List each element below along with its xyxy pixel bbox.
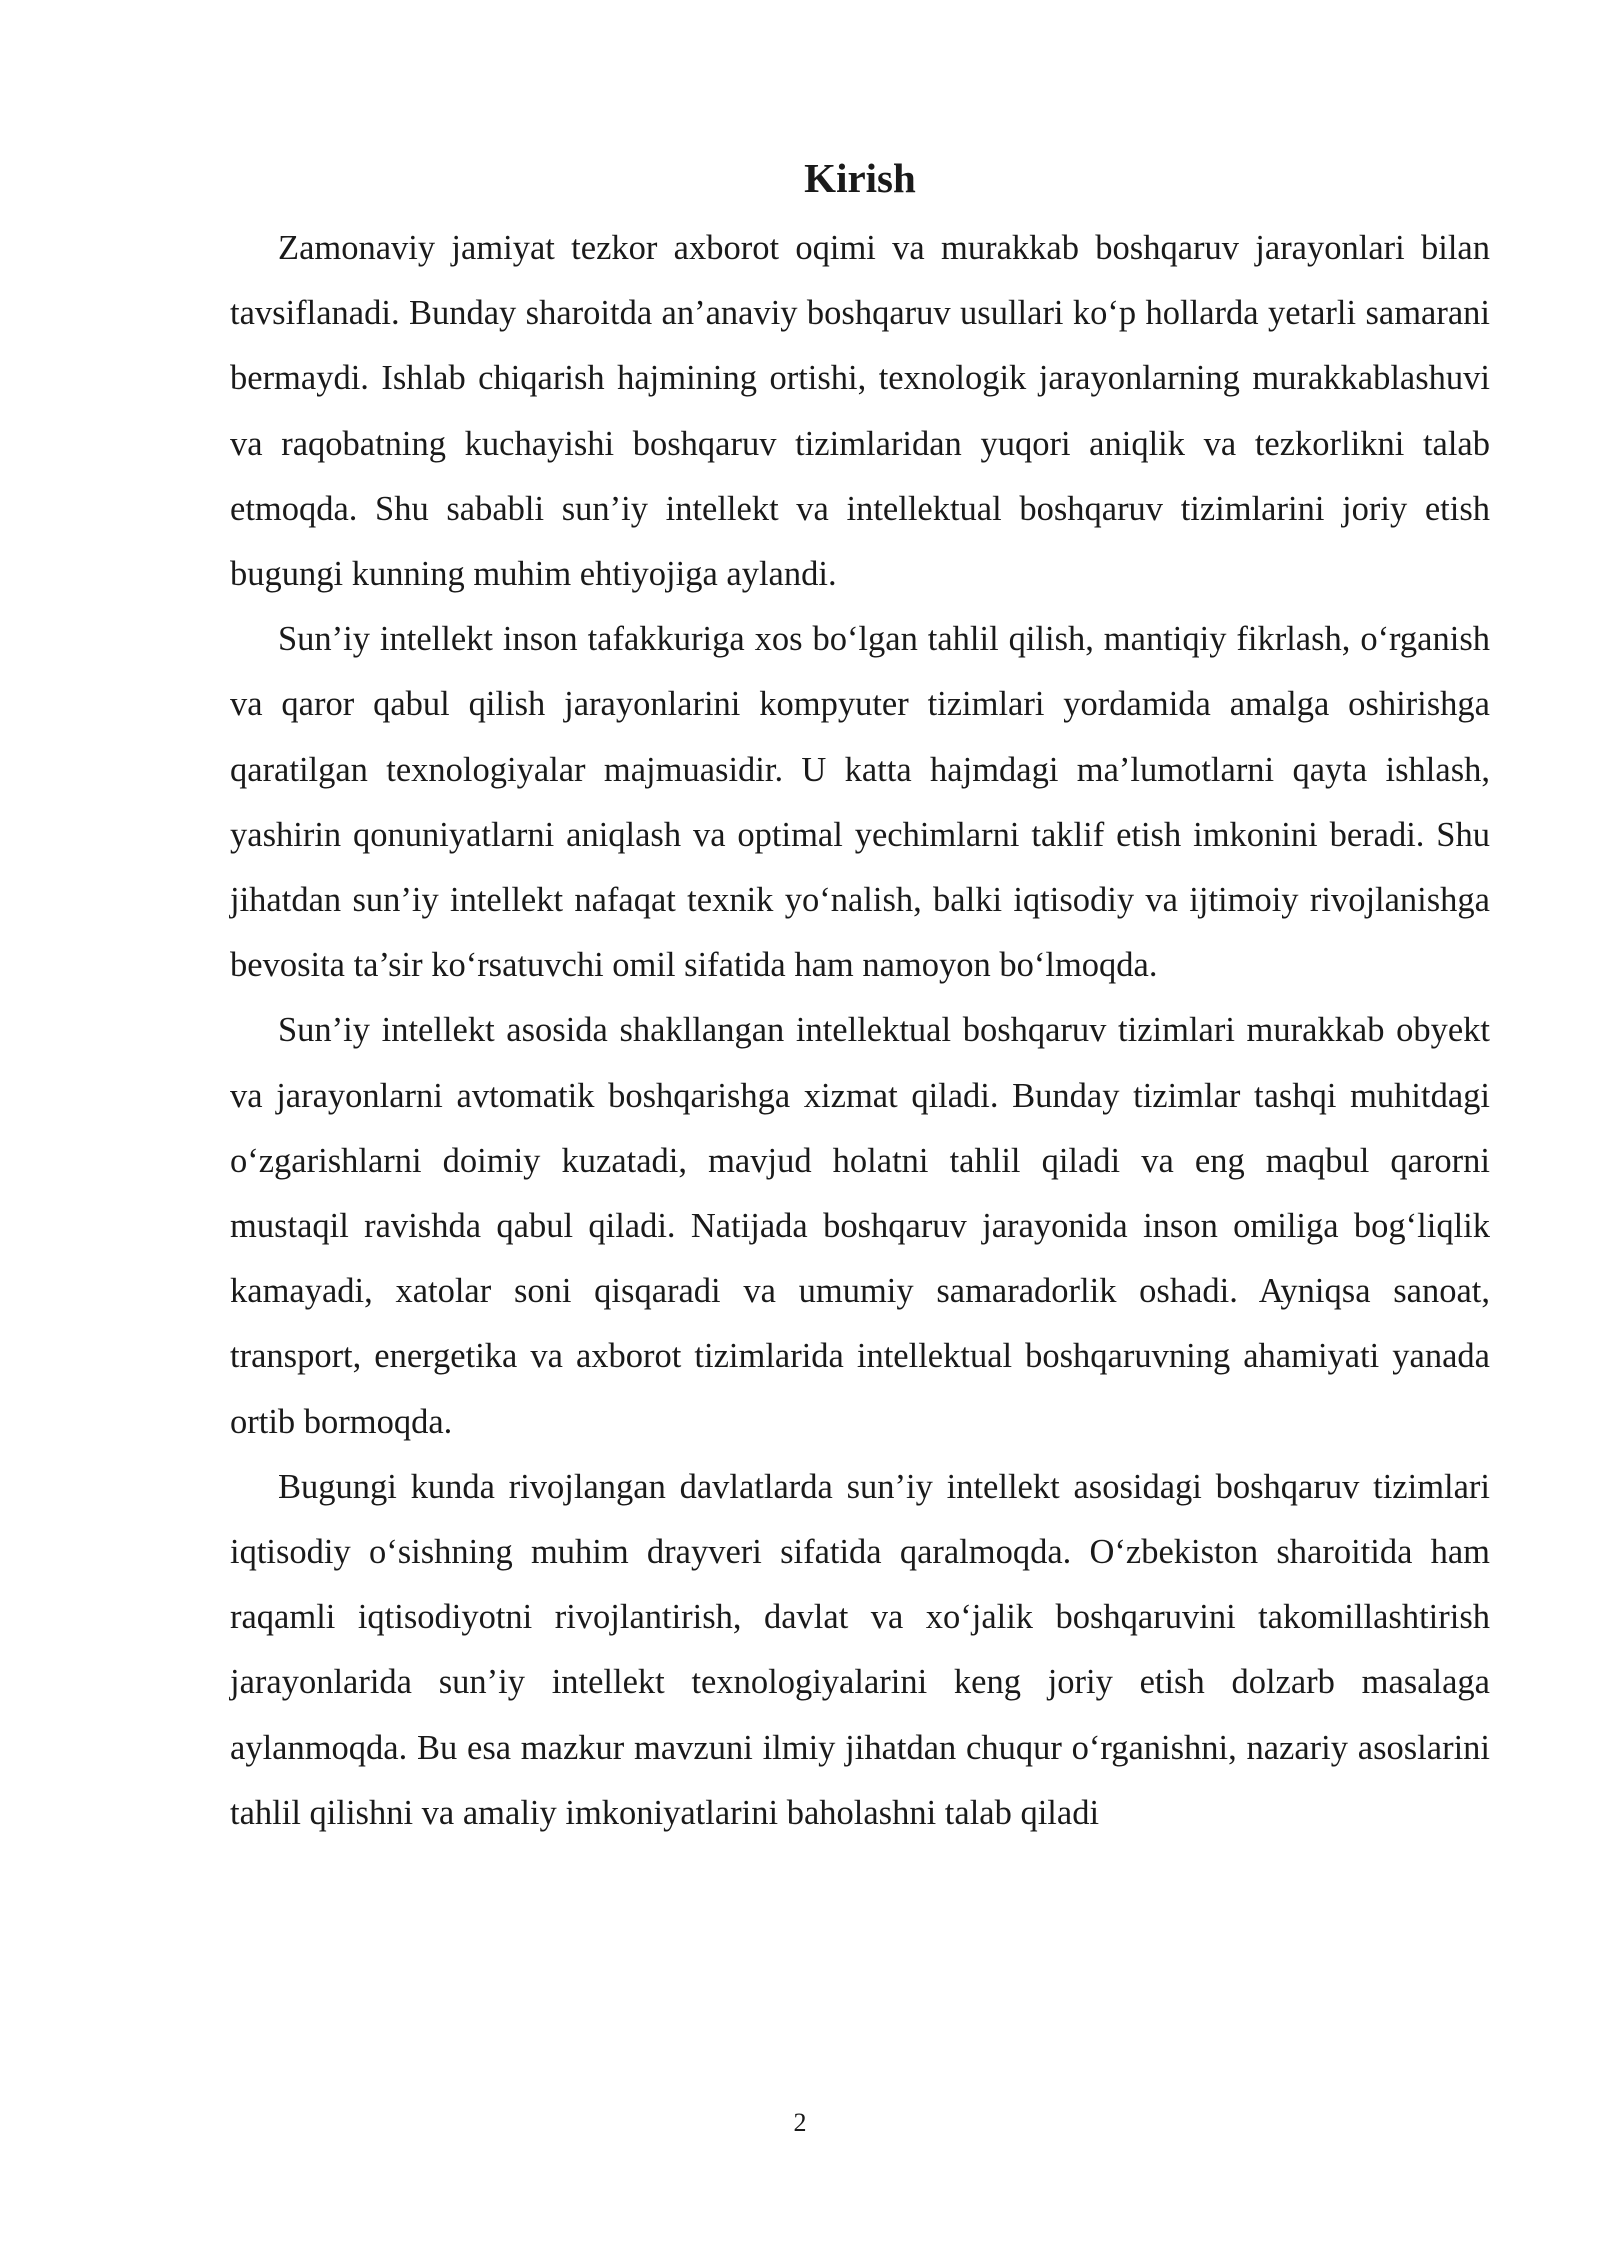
page-title: Kirish [804, 155, 916, 201]
page-number: 2 [793, 2108, 807, 2137]
paragraph-4: Bugungi kunda rivojlangan davlatlarda sun’iy intellekt asosidagi boshqaruv tizimlari iqtisodiy o‘sishning muhim drayveri sifatida qaralmoqda. O‘zbekiston sharoitida ham raqamli iqtisodiyotni rivojlantirish, davlat va xo‘jalik boshqaruvini takomillashtirish jarayonlarida sun’iy intellekt texnologiyalarini keng joriy etish dolzarb masalaga aylanmoqda. Bu esa mazkur mavzuni ilmiy jihatdan chuqur o‘rganishni, nazariy asoslarini tahlil qilishni va amaliy imkoniyatlarini baholashni talab qiladi [230, 1467, 1490, 1832]
page-content [230, 140, 1490, 1846]
paragraph-3: Sun’iy intellekt asosida shakllangan intellektual boshqaruv tizimlari murakkab obyekt va jarayonlarni avtomatik boshqarishga xizmat qiladi. Bunday tizimlar tashqi muhitdagi o‘zgarishlarni doimiy kuzatadi, mavjud holatni tahlil qiladi va eng maqbul qarorni mustaqil ravishda qabul qiladi. Natijada boshqaruv jarayonida inson omiliga bog‘liqlik kamayadi, xatolar soni qisqaradi va umumiy samaradorlik oshadi. Ayniqsa sanoat, transport, energetika va axborot tizimlarida intellektual boshqaruvning ahamiyati yanada ortib bormoqda. [230, 1011, 1490, 1441]
paragraph-1: Zamonaviy jamiyat tezkor axborot oqimi va murakkab boshqaruv jarayonlari bilan tavsiflanadi. Bunday sharoitda an’anaviy boshqaruv usullari ko‘p hollarda yetarli samarani bermaydi. Ishlab chiqarish hajmining ortishi, texnologik jarayonlarning murakkablashuvi va raqobatning kuchayishi boshqaruv tizimlaridan yuqori aniqlik va tezkorlikni talab etmoqda. Shu sababli sun’iy intellekt va intellektual boshqaruv tizimlarini joriy etish bugungi kunning muhim ehtiyojiga aylandi. [230, 229, 1490, 594]
paragraph-2: Sun’iy intellekt inson tafakkuriga xos bo‘lgan tahlil qilish, mantiqiy fikrlash, o‘rganish va qaror qabul qilish jarayonlarini kompyuter tizimlari yordamida amalga oshirishga qaratilgan texnologiyalar majmuasidir. U katta hajmdagi ma’lumotlarni qayta ishlash, yashirin qonuniyatlarni aniqlash va optimal yechimlarni taklif etish imkonini beradi. Shu jihatdan sun’iy intellekt nafaqat texnik yo‘nalish, balki iqtisodiy va ijtimoiy rivojlanishga bevosita ta’sir ko‘rsatuvchi omil sifatida ham namoyon bo‘lmoqda. [230, 620, 1490, 985]
